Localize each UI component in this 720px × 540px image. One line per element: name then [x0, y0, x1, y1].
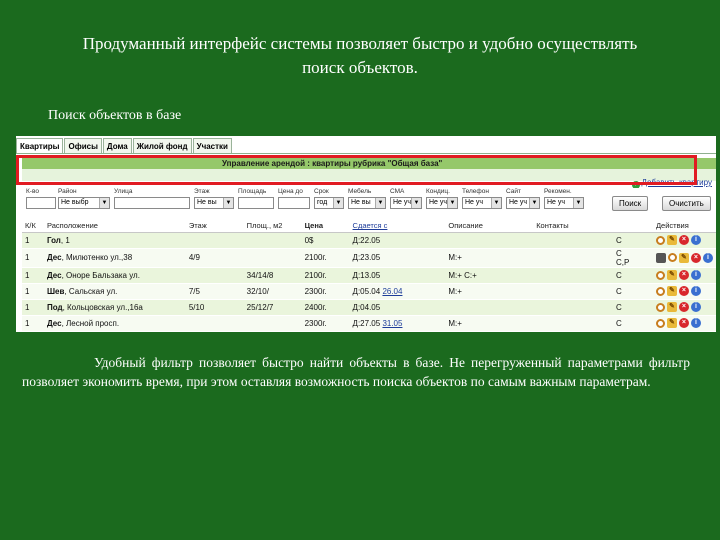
cell-actions	[653, 299, 716, 315]
tab-apartments[interactable]: Квартиры	[16, 138, 63, 154]
rooms-input[interactable]	[26, 197, 56, 209]
cell-floor: 7/5	[186, 283, 244, 299]
magnifier-icon[interactable]	[656, 271, 665, 280]
filter-rooms	[26, 188, 56, 209]
filter-district	[58, 188, 110, 209]
cell-location: Шев, Сальская ул.	[44, 283, 186, 299]
cell-location: Под, Кольцовская ул.,16а	[44, 299, 186, 315]
cell-price: 2400г.	[302, 299, 350, 315]
cell-rooms: 1	[22, 248, 44, 267]
chevron-down-icon: ▼	[333, 198, 343, 208]
filter-label: Цена до	[278, 188, 303, 195]
cell-extra: С	[613, 315, 653, 331]
table-row[interactable]	[22, 248, 716, 267]
col-header-floor[interactable]: Этаж	[186, 220, 244, 232]
cell-description: М:+ С:+	[445, 267, 533, 283]
cell-contacts	[533, 299, 613, 315]
cell-contacts	[533, 232, 613, 248]
col-header-location[interactable]: Расположение	[44, 220, 186, 232]
slide-title: Продуманный интерфейс системы позволяет быстро и удобно осуществлять поиск объектов.	[82, 34, 638, 77]
filter-label: СМА	[390, 188, 405, 195]
cell-extra: С	[613, 283, 653, 299]
add-apartment-label: Добавить квартиру	[641, 178, 712, 187]
table-row[interactable]	[22, 283, 716, 299]
pencil-icon[interactable]: ✎	[667, 286, 677, 296]
tab-offices[interactable]: Офисы	[64, 138, 101, 154]
cell-area	[244, 232, 302, 248]
col-header-available[interactable]: Сдается с	[350, 220, 446, 232]
cell-floor	[186, 232, 244, 248]
cell-price: 0$	[302, 232, 350, 248]
cell-available: Д:23.05	[350, 248, 446, 267]
col-header-extra	[613, 220, 653, 232]
tabs-divider	[16, 153, 716, 154]
pencil-icon[interactable]: ✎	[667, 270, 677, 280]
cell-available: Д:13.05	[350, 267, 446, 283]
filter-recommend	[544, 188, 584, 209]
cell-available: Д:22.05	[350, 232, 446, 248]
cell-extra: С	[613, 299, 653, 315]
cell-location: Дес, Лесной просп.	[44, 315, 186, 331]
delete-icon[interactable]: ×	[679, 302, 689, 312]
area-input[interactable]	[238, 197, 274, 209]
cell-actions	[653, 248, 716, 267]
cell-description: М:+	[445, 283, 533, 299]
aircon-select[interactable]: Не уч ▼	[426, 197, 458, 209]
table-header	[22, 220, 716, 232]
delete-icon[interactable]: ×	[679, 286, 689, 296]
magnifier-icon[interactable]	[656, 303, 665, 312]
cell-available: Д:04.05	[350, 299, 446, 315]
filter-label: Мебель	[348, 188, 372, 195]
chevron-down-icon: ▼	[375, 198, 385, 208]
reset-button[interactable]: Очистить	[662, 196, 711, 211]
chevron-down-icon: ▼	[491, 198, 501, 208]
tab-plots[interactable]: Участки	[193, 138, 232, 154]
filter-floor	[194, 188, 234, 209]
cell-rooms: 1	[22, 315, 44, 331]
info-icon[interactable]: i	[691, 286, 701, 296]
filter-site	[506, 188, 540, 209]
cell-area	[244, 248, 302, 267]
cell-available: Д:27.05 31.05	[350, 315, 446, 331]
highlight-frame	[16, 155, 697, 185]
cell-area	[244, 315, 302, 331]
filter-label: Район	[58, 188, 77, 195]
info-icon[interactable]: i	[691, 318, 701, 328]
col-header-contacts[interactable]: Контакты	[533, 220, 613, 232]
filter-label: Кондиц.	[426, 188, 450, 195]
info-icon[interactable]: i	[691, 270, 701, 280]
price-input[interactable]	[278, 197, 310, 209]
filter-furniture	[348, 188, 386, 209]
delete-icon[interactable]: ×	[679, 270, 689, 280]
search-button[interactable]: Поиск	[612, 196, 648, 211]
cell-floor: 4/9	[186, 248, 244, 267]
magnifier-icon[interactable]	[668, 253, 677, 262]
filter-phone	[462, 188, 502, 209]
district-select[interactable]: Не выбр ▼	[58, 197, 110, 209]
table-row[interactable]	[22, 232, 716, 248]
cell-floor	[186, 315, 244, 331]
cell-price: 2300г.	[302, 283, 350, 299]
cell-description: М:+	[445, 248, 533, 267]
cell-contacts	[533, 248, 613, 267]
floor-select[interactable]: Не вы ▼	[194, 197, 234, 209]
cell-actions	[653, 315, 716, 331]
cell-available: Д:05.04 26.04	[350, 283, 446, 299]
table-row[interactable]	[22, 315, 716, 331]
cell-price: 2100г.	[302, 248, 350, 267]
cell-location: Дес, Милютенко ул.,38	[44, 248, 186, 267]
cell-contacts	[533, 283, 613, 299]
cell-extra: С	[613, 232, 653, 248]
cell-rooms: 1	[22, 283, 44, 299]
magnifier-icon[interactable]	[656, 287, 665, 296]
cell-actions	[653, 267, 716, 283]
cell-description: М:+	[445, 315, 533, 331]
filter-street	[114, 188, 190, 209]
filter-label: Площадь	[238, 188, 267, 195]
results-table	[22, 220, 716, 332]
cell-area: 32/10/	[244, 283, 302, 299]
col-header-description[interactable]: Описание	[445, 220, 533, 232]
filter-label: Рекомен.	[544, 188, 572, 195]
table-row[interactable]	[22, 267, 716, 283]
filter-label: К-во	[26, 188, 39, 195]
cell-area: 25/12/7	[244, 299, 302, 315]
body-paragraph	[22, 353, 690, 391]
cell-rooms: 1	[22, 299, 44, 315]
filter-washer	[390, 188, 422, 209]
delete-icon[interactable]: ×	[691, 253, 701, 263]
filter-label: Телефон	[462, 188, 489, 195]
col-header-price[interactable]: Цена	[302, 220, 350, 232]
col-header-area[interactable]: Площ., м2	[244, 220, 302, 232]
cell-actions	[653, 232, 716, 248]
banner-title: Управление арендой : квартиры рубрика "Общая база"	[222, 159, 443, 168]
cell-description	[445, 299, 533, 315]
furniture-select[interactable]: Не вы ▼	[348, 197, 386, 209]
filter-panel	[22, 188, 716, 218]
pencil-icon[interactable]: ✎	[679, 253, 689, 263]
cell-price: 2100г.	[302, 267, 350, 283]
filter-term	[314, 188, 344, 209]
cell-extra: С С,Р	[613, 248, 653, 267]
cell-contacts	[533, 267, 613, 283]
body-text: Удобный фильтр позволяет быстро найти объекты в базе. Не перегруженный параметрами фильтр позволяет экономить время, при этом оставляя возможность поиска объектов по самым важным параметрам.	[22, 355, 690, 389]
cell-floor	[186, 267, 244, 283]
tab-housing-stock[interactable]: Жилой фонд	[133, 138, 192, 154]
cell-rooms: 1	[22, 267, 44, 283]
cell-floor: 5/10	[186, 299, 244, 315]
magnifier-icon[interactable]	[656, 236, 665, 245]
street-input[interactable]	[114, 197, 190, 209]
pencil-icon[interactable]: ✎	[667, 302, 677, 312]
category-tabs	[16, 138, 233, 154]
delete-icon[interactable]: ×	[679, 235, 689, 245]
cell-rooms: 1	[22, 232, 44, 248]
chevron-down-icon: ▼	[223, 198, 233, 208]
filter-aircon	[426, 188, 458, 209]
cell-description	[445, 232, 533, 248]
cell-actions	[653, 283, 716, 299]
chevron-down-icon: ▼	[573, 198, 583, 208]
info-icon[interactable]: i	[691, 235, 701, 245]
cell-price: 2300г.	[302, 315, 350, 331]
col-header-rooms[interactable]: К/К	[22, 220, 44, 232]
filter-price	[278, 188, 310, 209]
site-select[interactable]: Не уч ▼	[506, 197, 540, 209]
filter-label: Улица	[114, 188, 133, 195]
cell-contacts	[533, 315, 613, 331]
info-icon[interactable]: i	[691, 302, 701, 312]
cell-location: Гол, 1	[44, 232, 186, 248]
magnifier-icon[interactable]	[656, 319, 665, 328]
chevron-down-icon: ▼	[411, 198, 421, 208]
filter-area	[238, 188, 274, 209]
chevron-down-icon: ▼	[99, 198, 109, 208]
recommend-select[interactable]: Не уч ▼	[544, 197, 584, 209]
term-select[interactable]: год ▼	[314, 197, 344, 209]
phone-select[interactable]: Не уч ▼	[462, 197, 502, 209]
cell-area: 34/14/8	[244, 267, 302, 283]
section-caption: Поиск объектов в базе	[48, 108, 182, 123]
filter-label: Сайт	[506, 188, 521, 195]
plus-icon: +	[633, 181, 638, 188]
cell-extra: С	[613, 267, 653, 283]
cell-location: Дес, Оноре Бальзака ул.	[44, 267, 186, 283]
tab-houses[interactable]: Дома	[103, 138, 132, 154]
washer-select[interactable]: Не уч ▼	[390, 197, 422, 209]
pencil-icon[interactable]: ✎	[667, 318, 677, 328]
camera-icon[interactable]	[656, 253, 666, 263]
pencil-icon[interactable]: ✎	[667, 235, 677, 245]
info-icon[interactable]: i	[703, 253, 713, 263]
chevron-down-icon: ▼	[529, 198, 539, 208]
table-row[interactable]	[22, 299, 716, 315]
col-header-actions: Действия	[653, 220, 716, 232]
delete-icon[interactable]: ×	[679, 318, 689, 328]
filter-label: Этаж	[194, 188, 210, 195]
chevron-down-icon: ▼	[447, 198, 457, 208]
filter-label: Срок	[314, 188, 329, 195]
